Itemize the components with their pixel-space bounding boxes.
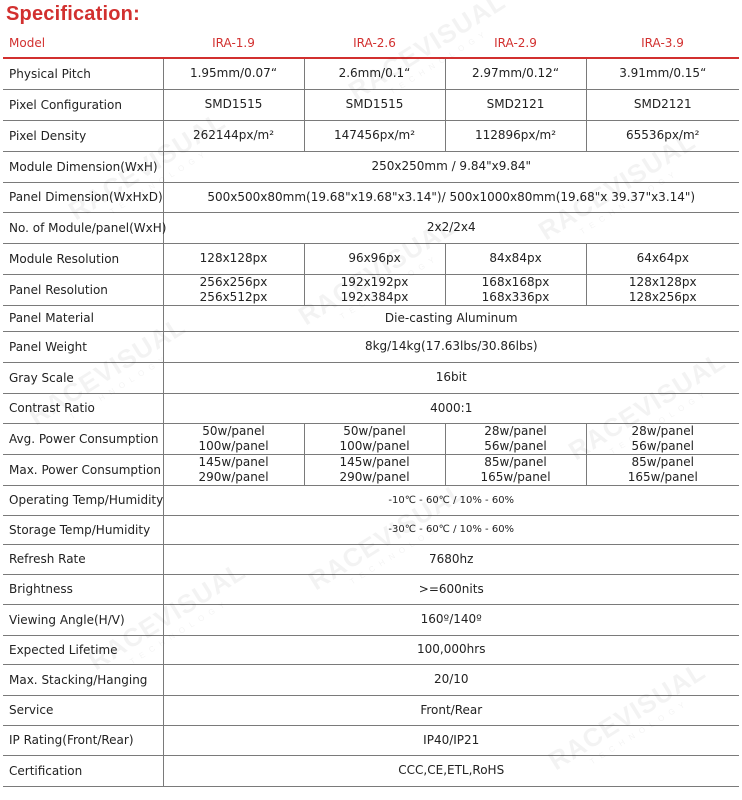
row-value [163, 274, 304, 305]
row-value: 65536px/m² [586, 120, 739, 151]
row-value: 147456px/m² [304, 120, 445, 151]
row-value: 7680hz [163, 544, 739, 574]
table-row [3, 393, 739, 423]
spec-table [3, 28, 739, 787]
row-label: Pixel Density [3, 120, 163, 151]
row-value: 160º/140º [163, 604, 739, 635]
table-row [3, 544, 739, 574]
table-row [3, 89, 739, 120]
row-value-line: 168x168px [481, 274, 550, 289]
row-value: 100,000hrs [163, 635, 739, 664]
row-value [586, 274, 739, 305]
row-value [304, 454, 445, 485]
row-value-line: 192x384px [340, 289, 409, 304]
row-value-line: 56w/panel [631, 438, 694, 453]
row-value [304, 423, 445, 454]
row-value [445, 454, 586, 485]
row-label: Operating Temp/Humidity [3, 485, 163, 515]
table-row [3, 274, 739, 305]
table-row [3, 635, 739, 664]
row-value: CCC,CE,ETL,RoHS [163, 755, 739, 786]
row-value: 64x64px [586, 243, 739, 274]
row-value [445, 274, 586, 305]
row-value-line: 128x256px [628, 289, 697, 304]
row-value: 2.97mm/0.12“ [445, 58, 586, 89]
row-label: Avg. Power Consumption [3, 423, 163, 454]
row-value [445, 423, 586, 454]
row-value: 250x250mm / 9.84"x9.84" [163, 151, 739, 182]
row-value: 20/10 [163, 664, 739, 695]
row-label: Panel Weight [3, 331, 163, 362]
row-label: Service [3, 695, 163, 725]
row-value-line: 145w/panel [339, 454, 410, 469]
table-row [3, 120, 739, 151]
row-value-line: 290w/panel [198, 469, 269, 484]
row-value: 2x2/2x4 [163, 212, 739, 243]
table-row [3, 515, 739, 544]
row-label: Viewing Angle(H/V) [3, 604, 163, 635]
row-value-line: 128x128px [628, 274, 697, 289]
row-value [163, 454, 304, 485]
header-model-ira-3-9: IRA-3.9 [586, 28, 739, 58]
row-value-line: 256x256px [199, 274, 268, 289]
row-value: SMD1515 [163, 89, 304, 120]
row-value-line: 50w/panel [202, 423, 265, 438]
row-label: Contrast Ratio [3, 393, 163, 423]
row-label: Refresh Rate [3, 544, 163, 574]
row-value-line: 85w/panel [484, 454, 547, 469]
table-row [3, 755, 739, 786]
row-value: SMD2121 [445, 89, 586, 120]
row-value: Front/Rear [163, 695, 739, 725]
row-value: IP40/IP21 [163, 725, 739, 755]
row-value: -10℃ - 60℃ / 10% - 60% [163, 485, 739, 515]
header-model-ira-2-9: IRA-2.9 [445, 28, 586, 58]
table-row [3, 454, 739, 485]
row-value-line: 56w/panel [484, 438, 547, 453]
row-value-line: 28w/panel [484, 423, 547, 438]
table-row [3, 664, 739, 695]
row-label: Panel Dimension(WxHxD) [3, 182, 163, 212]
table-row [3, 243, 739, 274]
header-model-ira-2-6: IRA-2.6 [304, 28, 445, 58]
row-label: Panel Material [3, 305, 163, 331]
row-label: Expected Lifetime [3, 635, 163, 664]
row-value-line: 168x336px [481, 289, 550, 304]
table-header-row [3, 28, 739, 58]
row-label: Panel Resolution [3, 274, 163, 305]
row-value: SMD2121 [586, 89, 739, 120]
table-row [3, 725, 739, 755]
row-value: 1.95mm/0.07“ [163, 58, 304, 89]
row-label: No. of Module/panel(WxH) [3, 212, 163, 243]
row-label: Pixel Configuration [3, 89, 163, 120]
row-label: Storage Temp/Humidity [3, 515, 163, 544]
row-value-line: 28w/panel [631, 423, 694, 438]
row-value-line: 145w/panel [198, 454, 269, 469]
row-value: 128x128px [163, 243, 304, 274]
row-label: IP Rating(Front/Rear) [3, 725, 163, 755]
row-value: >=600nits [163, 574, 739, 604]
table-row [3, 58, 739, 89]
table-row [3, 574, 739, 604]
table-row [3, 604, 739, 635]
row-label: Gray Scale [3, 362, 163, 393]
row-value: 8kg/14kg(17.63lbs/30.86lbs) [163, 331, 739, 362]
spec-table-body [3, 58, 739, 786]
row-value-line: 256x512px [199, 289, 268, 304]
row-value: 2.6mm/0.1“ [304, 58, 445, 89]
table-row [3, 362, 739, 393]
row-value [586, 454, 739, 485]
row-value [304, 274, 445, 305]
row-value: SMD1515 [304, 89, 445, 120]
row-value [586, 423, 739, 454]
row-label: Certification [3, 755, 163, 786]
table-row [3, 423, 739, 454]
row-value-line: 290w/panel [339, 469, 410, 484]
row-value-line: 50w/panel [343, 423, 406, 438]
row-value [163, 423, 304, 454]
header-model-label: Model [3, 28, 163, 58]
row-label: Module Dimension(WxH) [3, 151, 163, 182]
row-value-line: 100w/panel [198, 438, 269, 453]
row-value-line: 165w/panel [480, 469, 551, 484]
row-value-line: 100w/panel [339, 438, 410, 453]
row-value: Die-casting Aluminum [163, 305, 739, 331]
row-value-line: 85w/panel [631, 454, 694, 469]
header-model-ira-1-9: IRA-1.9 [163, 28, 304, 58]
row-value: 84x84px [445, 243, 586, 274]
row-label: Physical Pitch [3, 58, 163, 89]
row-value: 112896px/m² [445, 120, 586, 151]
row-value: 3.91mm/0.15“ [586, 58, 739, 89]
table-row [3, 212, 739, 243]
row-label: Brightness [3, 574, 163, 604]
row-label: Max. Stacking/Hanging [3, 664, 163, 695]
table-row [3, 485, 739, 515]
row-value: 500x500x80mm(19.68"x19.68"x3.14")/ 500x1000x80mm(19.68"x 39.37"x3.14") [163, 182, 739, 212]
row-value: 4000:1 [163, 393, 739, 423]
row-value: -30℃ - 60℃ / 10% - 60% [163, 515, 739, 544]
row-value: 16bit [163, 362, 739, 393]
table-row [3, 331, 739, 362]
table-row [3, 695, 739, 725]
table-row [3, 182, 739, 212]
table-row [3, 151, 739, 182]
row-label: Module Resolution [3, 243, 163, 274]
table-row [3, 305, 739, 331]
row-value-line: 165w/panel [627, 469, 698, 484]
row-value: 262144px/m² [163, 120, 304, 151]
row-value: 96x96px [304, 243, 445, 274]
row-label: Max. Power Consumption [3, 454, 163, 485]
row-value-line: 192x192px [340, 274, 409, 289]
page-title: Specification: [6, 3, 140, 25]
